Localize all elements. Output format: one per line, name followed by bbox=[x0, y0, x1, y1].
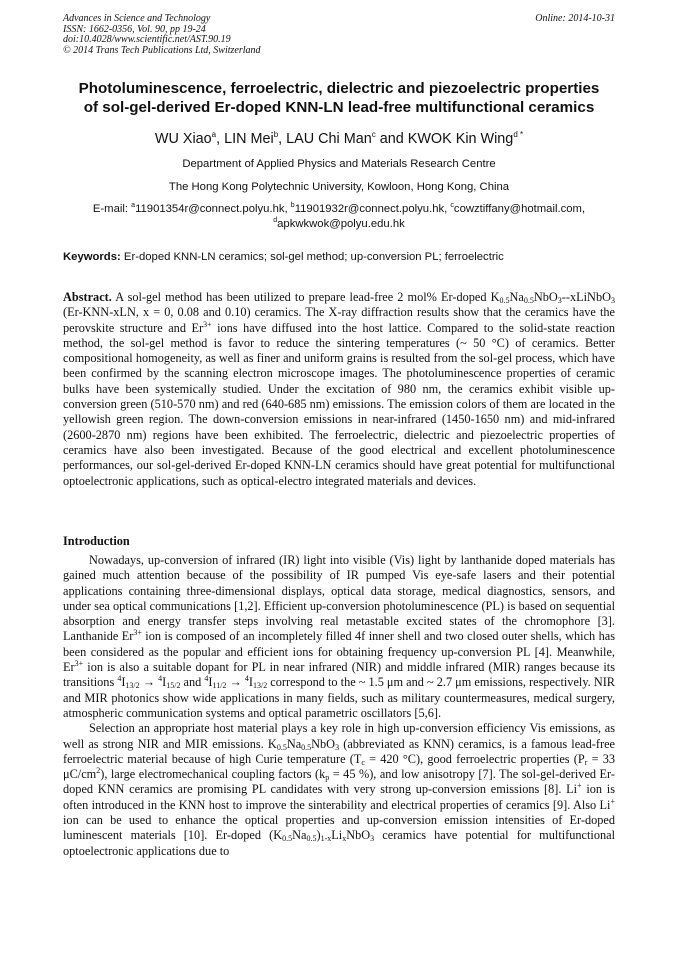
subscript: 0.5 bbox=[499, 296, 510, 305]
email-c-sup: c bbox=[450, 202, 454, 209]
intro-paragraph-2 bbox=[63, 721, 615, 859]
intro-text: ), large electromechanical coupling factors (k bbox=[100, 767, 326, 782]
intro-text: Selection an appropriate host material plays a key role in high up-conversion efficiency Vis emissions, as well as strong NIR and MIR emissions. K bbox=[63, 721, 615, 751]
author-3: LAU Chi Man bbox=[286, 131, 372, 147]
intro-text: = 420 °C), good ferroelectric properties (P bbox=[364, 751, 585, 766]
online-date: Online: 2014-10-31 bbox=[535, 13, 615, 24]
abstract-text: ions have diffused into the host lattice. Compared to the solid-state reaction method, the sol-gel method is favor to reduce the sintering temperatures (~ 50 °C) of ceramics. Better compositional homogeneity, as well as finer and uniform grains is resulted from the sol-gel process, which have been confirmed by the scanning electron microscope images. The photoluminescence properties of ceramic bulks have been systemically studied. Under the excitation of 980 nm, the ceramics exhibit visible up-conversion green (510-570 nm) and red (640-685 nm) emissions. The emission colors of them are located in the yellowish green region. The down-conversion emissions in near-infrared (1450-1650 nm) and mid-infrared (2600-2870 nm) regions have been exhibited. The ferroelectric, dielectric and piezoelectric properties of ceramics have also been investigated. Because of the good electrical and excellent photoluminescence performances, our sol-gel-derived Er-doped KNN-LN ceramics should have great potential for multifunctional optoelectronic applications, such as optical-electro integrated materials and devices. bbox=[63, 320, 615, 488]
subscript: 15/2 bbox=[166, 681, 181, 691]
subscript: 3 bbox=[335, 742, 340, 752]
introduction-body bbox=[63, 553, 615, 859]
author-list: WU Xiao$^a$, LIN Mei$^b$, LAU Chi Man$^c$ and KWOK Kin Wing$^{d *}$ bbox=[154, 130, 524, 147]
title-line-1: Photoluminescence, ferroelectric, dielectric and piezoelectric properties bbox=[78, 80, 600, 97]
affiliation-department: Department of Applied Physics and Materials Research Centre bbox=[182, 158, 496, 170]
subscript: p bbox=[325, 773, 330, 783]
intro-text: ion can be used to enhance the optical properties and up-conversion emission intensities of Er-doped luminescent materials [10]. Er-doped (K bbox=[63, 813, 615, 843]
superscript: 2 bbox=[96, 766, 101, 776]
intro-text: Nowadays, up-conversion of infrared (IR) light into visible (Vis) light by lanthanide doped materials has gained much attention because of the possibility of IR pumped Vis eye-safe lasers and their potential applications containing three-dimensional displays, optical data storage, medical diagnostics, sensors, and under sea optical communications [1,2]. Efficient up-conversion photoluminescence (PL) is based on sequential absorption and energy transfer steps involving real metastable excited states of the chromophore [3]. Lanthanide Er bbox=[63, 553, 615, 644]
subscript: 0.5 bbox=[523, 296, 534, 305]
paper-title bbox=[63, 79, 615, 117]
subscript: 13/2 bbox=[252, 681, 268, 691]
email-label: E-mail: bbox=[92, 203, 129, 215]
title-line-2: of sol-gel-derived Er-doped KNN-LN lead-free multifunctional ceramics bbox=[83, 99, 595, 116]
subscript: c bbox=[361, 757, 365, 767]
subscript: x bbox=[342, 834, 347, 844]
intro-text: NbO bbox=[311, 736, 336, 751]
superscript: + bbox=[610, 796, 615, 806]
abstract-text: - bbox=[561, 290, 566, 304]
email-b-sup: b bbox=[290, 202, 295, 209]
intro-text: Li bbox=[331, 828, 343, 843]
author-1: WU Xiao bbox=[154, 131, 212, 147]
intro-text: → bbox=[226, 675, 245, 690]
abstract-text: (Er-KNN-xLN, x = 0, 0.08 and 0.10) ceramics. The X-ray diffraction results show that the ceramics have the perovskite structure and Er bbox=[63, 305, 615, 335]
intro-text: → bbox=[139, 675, 159, 690]
keywords bbox=[63, 250, 615, 264]
intro-text: NbO bbox=[346, 828, 371, 843]
subscript: 1-x bbox=[320, 834, 332, 844]
email-d-sup: d bbox=[273, 217, 278, 224]
copyright: © 2014 Trans Tech Publications Ltd, Switzerland bbox=[63, 44, 261, 56]
author-2-sup: b bbox=[273, 130, 279, 139]
abstract-text: NbO bbox=[533, 290, 558, 304]
keywords-text: Er-doped KNN-LN ceramics; sol-gel method; up-conversion PL; ferroelectric bbox=[123, 251, 504, 263]
subscript: 3 bbox=[370, 834, 375, 844]
author-1-sup: a bbox=[211, 130, 217, 139]
intro-text: I bbox=[121, 675, 126, 690]
intro-text: = 45 %), and low anisotropy [7]. The sol-gel-derived Er-doped KNN ceramics are promising PL candidates with very strong up-conversion emissions [8]. Li bbox=[63, 767, 615, 797]
author-and: and bbox=[379, 131, 404, 147]
superscript: 3+ bbox=[74, 659, 84, 669]
intro-text: Na bbox=[292, 828, 307, 843]
email-block bbox=[63, 202, 615, 232]
author-4: KWOK Kin Wing bbox=[407, 131, 514, 147]
intro-text: I bbox=[162, 675, 167, 690]
journal-name: Advances in Science and Technology bbox=[63, 13, 211, 24]
intro-text: ion is also a suitable dopant for PL in near infrared (NIR) and middle infrared (MIR) ranges because its transitions bbox=[63, 660, 615, 690]
subscript: 3 bbox=[557, 296, 562, 305]
affiliation-university: The Hong Kong Polytechnic University, Kowloon, Hong Kong, China bbox=[168, 181, 510, 193]
intro-text: correspond to the ~ 1.5 μm and ~ 2.7 μm emissions, respectively. NIR and MIR photonics show wide applications in many fields, such as military countermeasures, medical surgery, atmospheric communication systems and optical parametric oscillators [5,6]. bbox=[63, 675, 615, 720]
subscript: 13/2 bbox=[125, 681, 140, 691]
email-c[interactable]: cowztiffany@hotmail.com, bbox=[453, 203, 586, 215]
doi: doi:10.4028/www.scientific.net/AST.90.19 bbox=[63, 34, 231, 46]
abstract-text: Na bbox=[509, 290, 524, 304]
intro-text: and bbox=[180, 675, 205, 690]
superscript: 4 bbox=[244, 674, 249, 684]
email-b[interactable]: 11901932r@connect.polyu.hk, bbox=[294, 203, 448, 215]
email-d[interactable]: apkwkwok@polyu.edu.hk bbox=[277, 218, 405, 230]
superscript: 4 bbox=[204, 674, 209, 684]
subscript: r bbox=[584, 757, 588, 767]
intro-text: ) bbox=[316, 828, 321, 843]
intro-text: ion is often introduced in the KNN host to improve the sinterability and electrical properties of ceramics [9]. Also Li bbox=[63, 782, 615, 812]
email-a-sup: a bbox=[131, 202, 136, 209]
intro-text: I bbox=[248, 675, 253, 690]
intro-paragraph-1 bbox=[63, 553, 615, 721]
intro-text: = 33 μC/cm bbox=[63, 751, 615, 782]
subscript: 0.5 bbox=[301, 742, 312, 752]
intro-text: I bbox=[208, 675, 213, 690]
issn: ISSN: 1662-0356, Vol. 90, pp 19-24 bbox=[63, 23, 206, 35]
abstract-text: -xLiNbO bbox=[565, 290, 611, 304]
journal-header bbox=[63, 14, 615, 56]
superscript: 4 bbox=[158, 674, 163, 684]
subscript: 3 bbox=[610, 296, 615, 305]
intro-text: ceramics have potential for multifunctional optoelectronic applications due to bbox=[63, 828, 615, 858]
superscript: 4 bbox=[117, 674, 122, 684]
author-2: LIN Mei bbox=[224, 131, 274, 147]
section-heading-introduction: Introduction bbox=[63, 534, 130, 548]
author-4-sup: d * bbox=[513, 130, 524, 139]
subscript: 11/2 bbox=[212, 681, 227, 691]
subscript: 0.5 bbox=[276, 742, 287, 752]
intro-text: ion is composed of an incompletely filled 4f inner shell and two closed outer shells, which has been considered as the popular and efficient ions for obtaining frequency up-conversion PL [4]. Meanwhile, Er bbox=[63, 629, 615, 675]
abstract-label: Abstract. bbox=[63, 290, 112, 304]
keywords-label: Keywords: bbox=[63, 251, 121, 263]
superscript: + bbox=[577, 781, 582, 791]
superscript: 3+ bbox=[203, 319, 212, 329]
subscript: 0.5 bbox=[306, 834, 317, 844]
author-3-sup: c bbox=[371, 130, 376, 139]
subscript: 0.5 bbox=[282, 834, 293, 844]
abstract-text: A sol-gel method has been utilized to prepare lead-free 2 mol% Er-doped K bbox=[115, 290, 500, 304]
abstract bbox=[63, 290, 615, 489]
intro-text: (abbreviated as KNN) ceramics, is a famous lead-free ferroelectric material because of high Curie temperature (T bbox=[63, 736, 615, 766]
email-a[interactable]: 11901354r@connect.polyu.hk, bbox=[135, 203, 288, 215]
superscript: 3+ bbox=[133, 628, 142, 638]
intro-text: Na bbox=[286, 736, 302, 751]
